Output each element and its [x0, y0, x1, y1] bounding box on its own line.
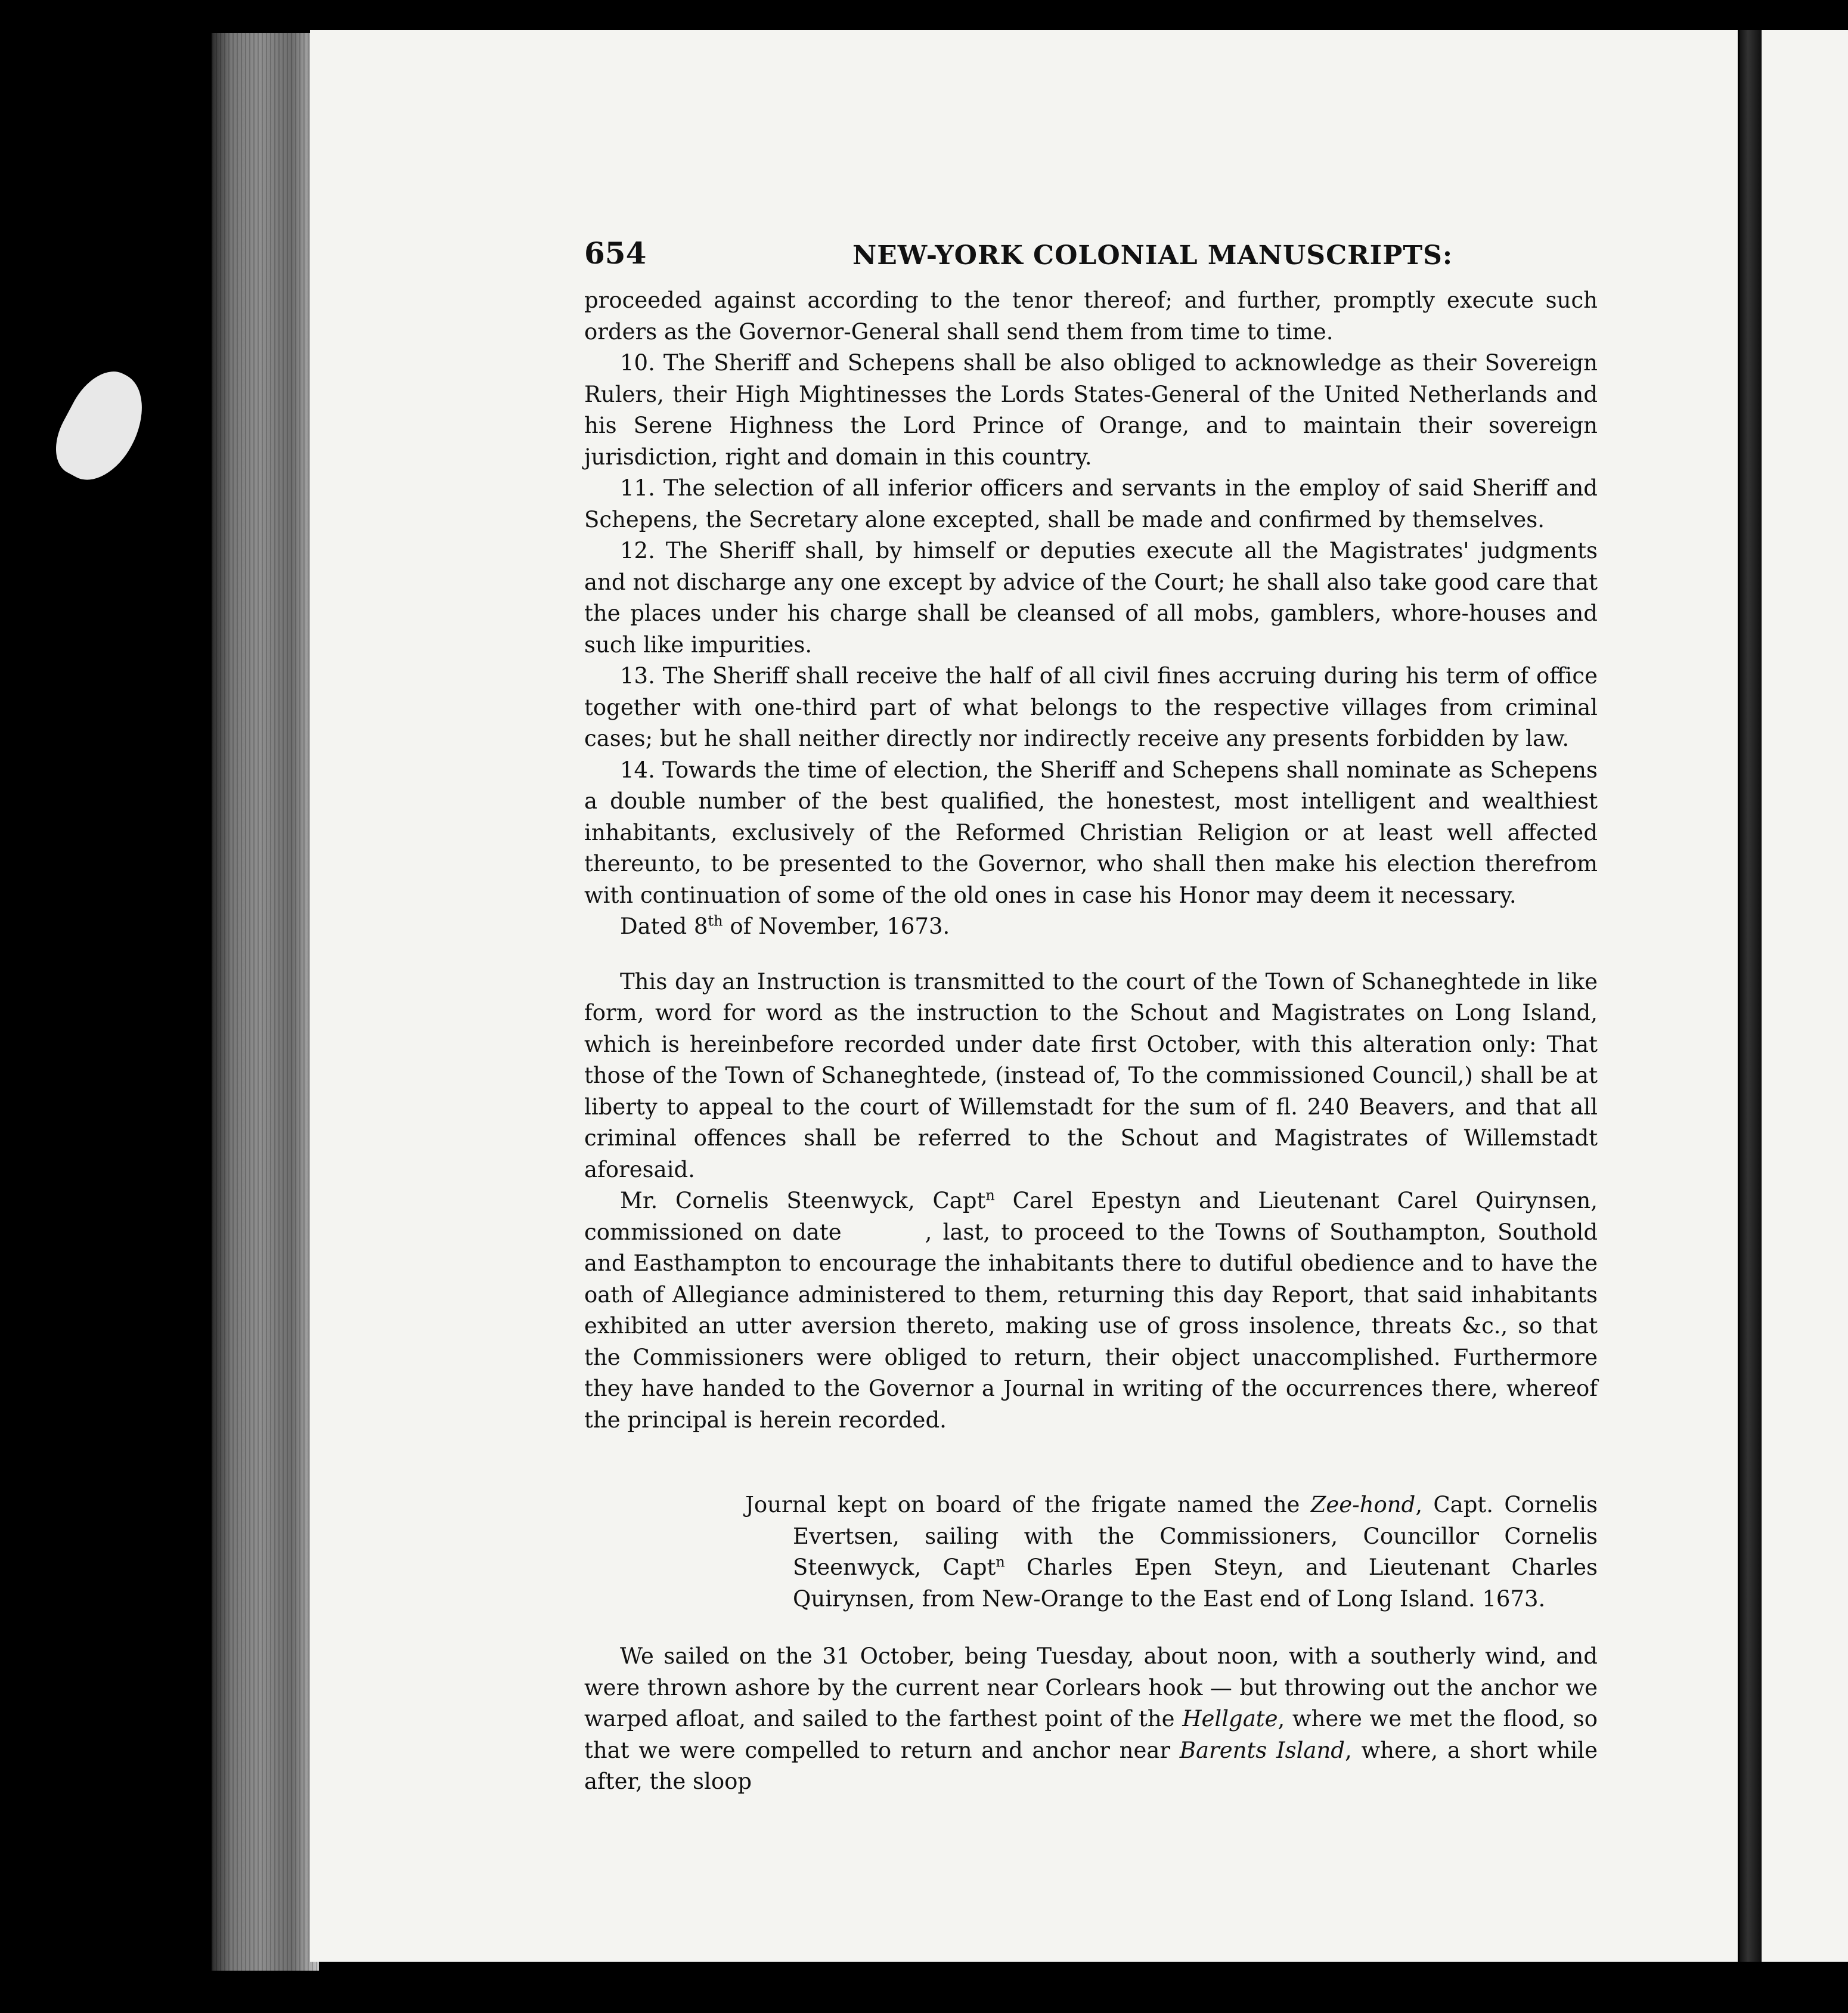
instruction-paragraph: This day an Instruction is transmitted to the court of the Town of Schaneghtede in like form, word for word as the instruction to the Schout and Magistrates on Long Island, which is hereinbefore recorded under date first October, with this alteration only: That those of the Town of Schaneghtede, (instead of, To the commissioned Council,) shall be at liberty to appeal to the court of Willemstadt for the sum of fl. 240 Beavers, and that all criminal offences shall be referred to the Schout and Magistrates of Willemstadt aforesaid. [584, 968, 1598, 1182]
dated-line: Dated 8th of November, 1673. [620, 912, 950, 939]
place-barents-island: Barents Island [1179, 1737, 1345, 1763]
journal-first-paragraph: We sailed on the 31 October, being Tuesday, about noon, with a southerly wind, and were thrown ashore by the current near Corlears hook — but throwing out the anchor we warped afloat, and sailed to the farthest point of the Hellgate, where we met the flood, so that we were compelled to return and anchor near Barents Island, where, a short while after, the sloop [584, 1643, 1598, 1794]
running-head: NEW-YORK COLONIAL MANUSCRIPTS: [852, 240, 1453, 271]
ship-name: Zee-hond [1310, 1492, 1416, 1518]
page-gutter-shadow [1740, 30, 1761, 1962]
page-edges [212, 33, 319, 1971]
paragraph-article-11: 11. The selection of all inferior officers and servants in the employ of said Sheriff and Schepens, the Secretary alone excepted, shall be made and confirmed by themselves. [584, 475, 1598, 532]
commission-paragraph: Mr. Cornelis Steenwyck, Capt$^n$ Carel Epestyn and Lieutenant Carel Quirynsen, commissioned on date , last, to proceed to the Towns of Southampton, Southold and Easthampton to encourage the inhabitants there to dutiful obedience and to have the oath of Allegiance administered to them, returning this day Report, that said inhabitants exhibited an utter aversion thereto, making use of gross insolence, threats &c., so that the Commissioners were obliged to return, their object unaccomplished. Furthermore they have handed to the Governor a Journal in writing of the occurrences there, whereof the principal is herein recorded. [584, 1187, 1598, 1433]
paragraph-article-13: 13. The Sheriff shall receive the half of all civil fines accruing during his term of office together with one-third part of what belongs to the respective villages from criminal cases; but he shall neither directly nor indirectly receive any presents forbidden by law. [584, 663, 1598, 751]
journal-title: Journal kept on board of the frigate named the Zee-hond, Capt. Cornelis Evertsen, sailing with the Commissioners, Councillor Cornelis Steenwyck, Capt$^n$ Charles Epen Steyn, and Lieutenant Charles Quirynsen, from New-Orange to the East end of Long Island. 1673. [745, 1492, 1598, 1612]
paragraph-article-14: 14. Towards the time of election, the Sheriff and Schepens shall nominate as Schepens a double number of the best qualified, the honestest, most intelligent and wealthiest inhabitants, exclusively of the Reformed Christian Religion or at least well affected thereunto, to be presented to the Governor, who shall then make his election therefrom with continuation of some of the old ones in case his Honor may deem it necessary. [584, 757, 1598, 908]
place-hellgate: Hellgate [1182, 1706, 1278, 1732]
facing-page-edge [1762, 30, 1848, 1962]
paragraph-article-10: 10. The Sheriff and Schepens shall be also obliged to acknowledge as their Sovereign Rulers, their High Mightinesses the Lords States-General of the United Netherlands and his Serene Highness the Lord Prince of Orange, and to maintain their sovereign jurisdiction, right and domain in this country. [584, 350, 1598, 470]
page-number: 654 [584, 236, 647, 271]
page-body [584, 285, 1598, 1798]
page-header [584, 236, 1610, 277]
paragraph-article-12: 12. The Sheriff shall, by himself or deputies execute all the Magistrates' judgments and not discharge any one except by advice of the Court; he shall also take good care that the places under his charge shall be cleansed of all mobs, gamblers, whore-houses and such like impurities. [584, 538, 1598, 658]
paragraph-continuation: proceeded against according to the tenor thereof; and further, promptly execute such orders as the Governor-General shall send them from time to time. [584, 287, 1598, 345]
